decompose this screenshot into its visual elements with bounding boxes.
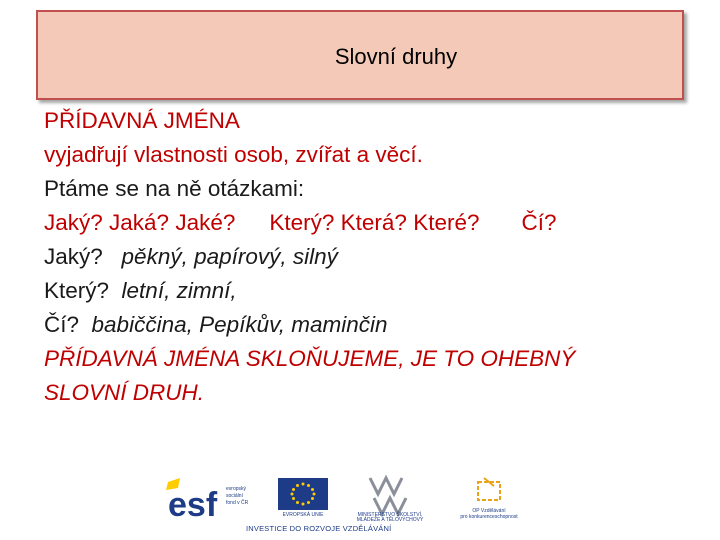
slide-content [44,104,684,410]
example-question: Jaký? [44,244,103,269]
example-words: pěkný, papírový, silný [121,244,338,269]
svg-text:MLÁDEŽE A TĚLOVÝCHOVY: MLÁDEŽE A TĚLOVÝCHOVY [356,517,424,522]
definition-line: vyjadřují vlastnosti osob, zvířat a věcí. [44,142,423,167]
heading-line: PŘÍDAVNÁ JMÉNA [44,108,240,133]
svg-text:sociální: sociální [226,493,243,499]
example-question: Čí? [44,312,80,337]
svg-text:EVROPSKÁ UNIE: EVROPSKÁ UNIE [282,512,324,518]
example-line-3 [44,308,684,342]
svg-text:esf: esf [168,486,218,522]
esf-logo [166,476,270,522]
conclusion-text: PŘÍDAVNÁ JMÉNA SKLOŇUJEME, JE TO OHEBNÝ SLOVNÍ DRUH. [44,346,576,405]
question-intro-line: Ptáme se na ně otázkami: [44,176,305,201]
svg-text:pro konkurenceschopnost: pro konkurenceschopnost [460,514,518,520]
op-logo [454,476,524,522]
slide-title: Slovní druhy [334,44,458,69]
example-question: Který? [44,278,110,303]
questions-group-2: Který? Která? Které? [269,210,480,235]
investment-slogan: INVESTICE DO ROZVOJE VZDĚLÁVÁNÍ [246,524,392,533]
questions-line [44,206,684,240]
svg-text:evropský: evropský [226,486,247,492]
svg-text:OP Vzdělávání: OP Vzdělávání [472,508,506,514]
questions-group-1: Jaký? Jaká? Jaké? [44,210,236,235]
eu-flag-logo [274,478,332,518]
msmt-logo [338,474,442,522]
funding-logos-bar [166,474,526,534]
example-words: babiččina, Pepíkův, maminčin [91,312,388,337]
example-words: letní, zimní, [121,278,237,303]
example-line-1 [44,240,684,274]
svg-text:fond v ČR: fond v ČR [226,500,249,506]
title-box [36,10,684,100]
example-line-2 [44,274,684,308]
svg-text:MINISTERSTVO ŠKOLSTVÍ,: MINISTERSTVO ŠKOLSTVÍ, [357,512,423,518]
questions-group-3: Čí? [521,210,557,235]
